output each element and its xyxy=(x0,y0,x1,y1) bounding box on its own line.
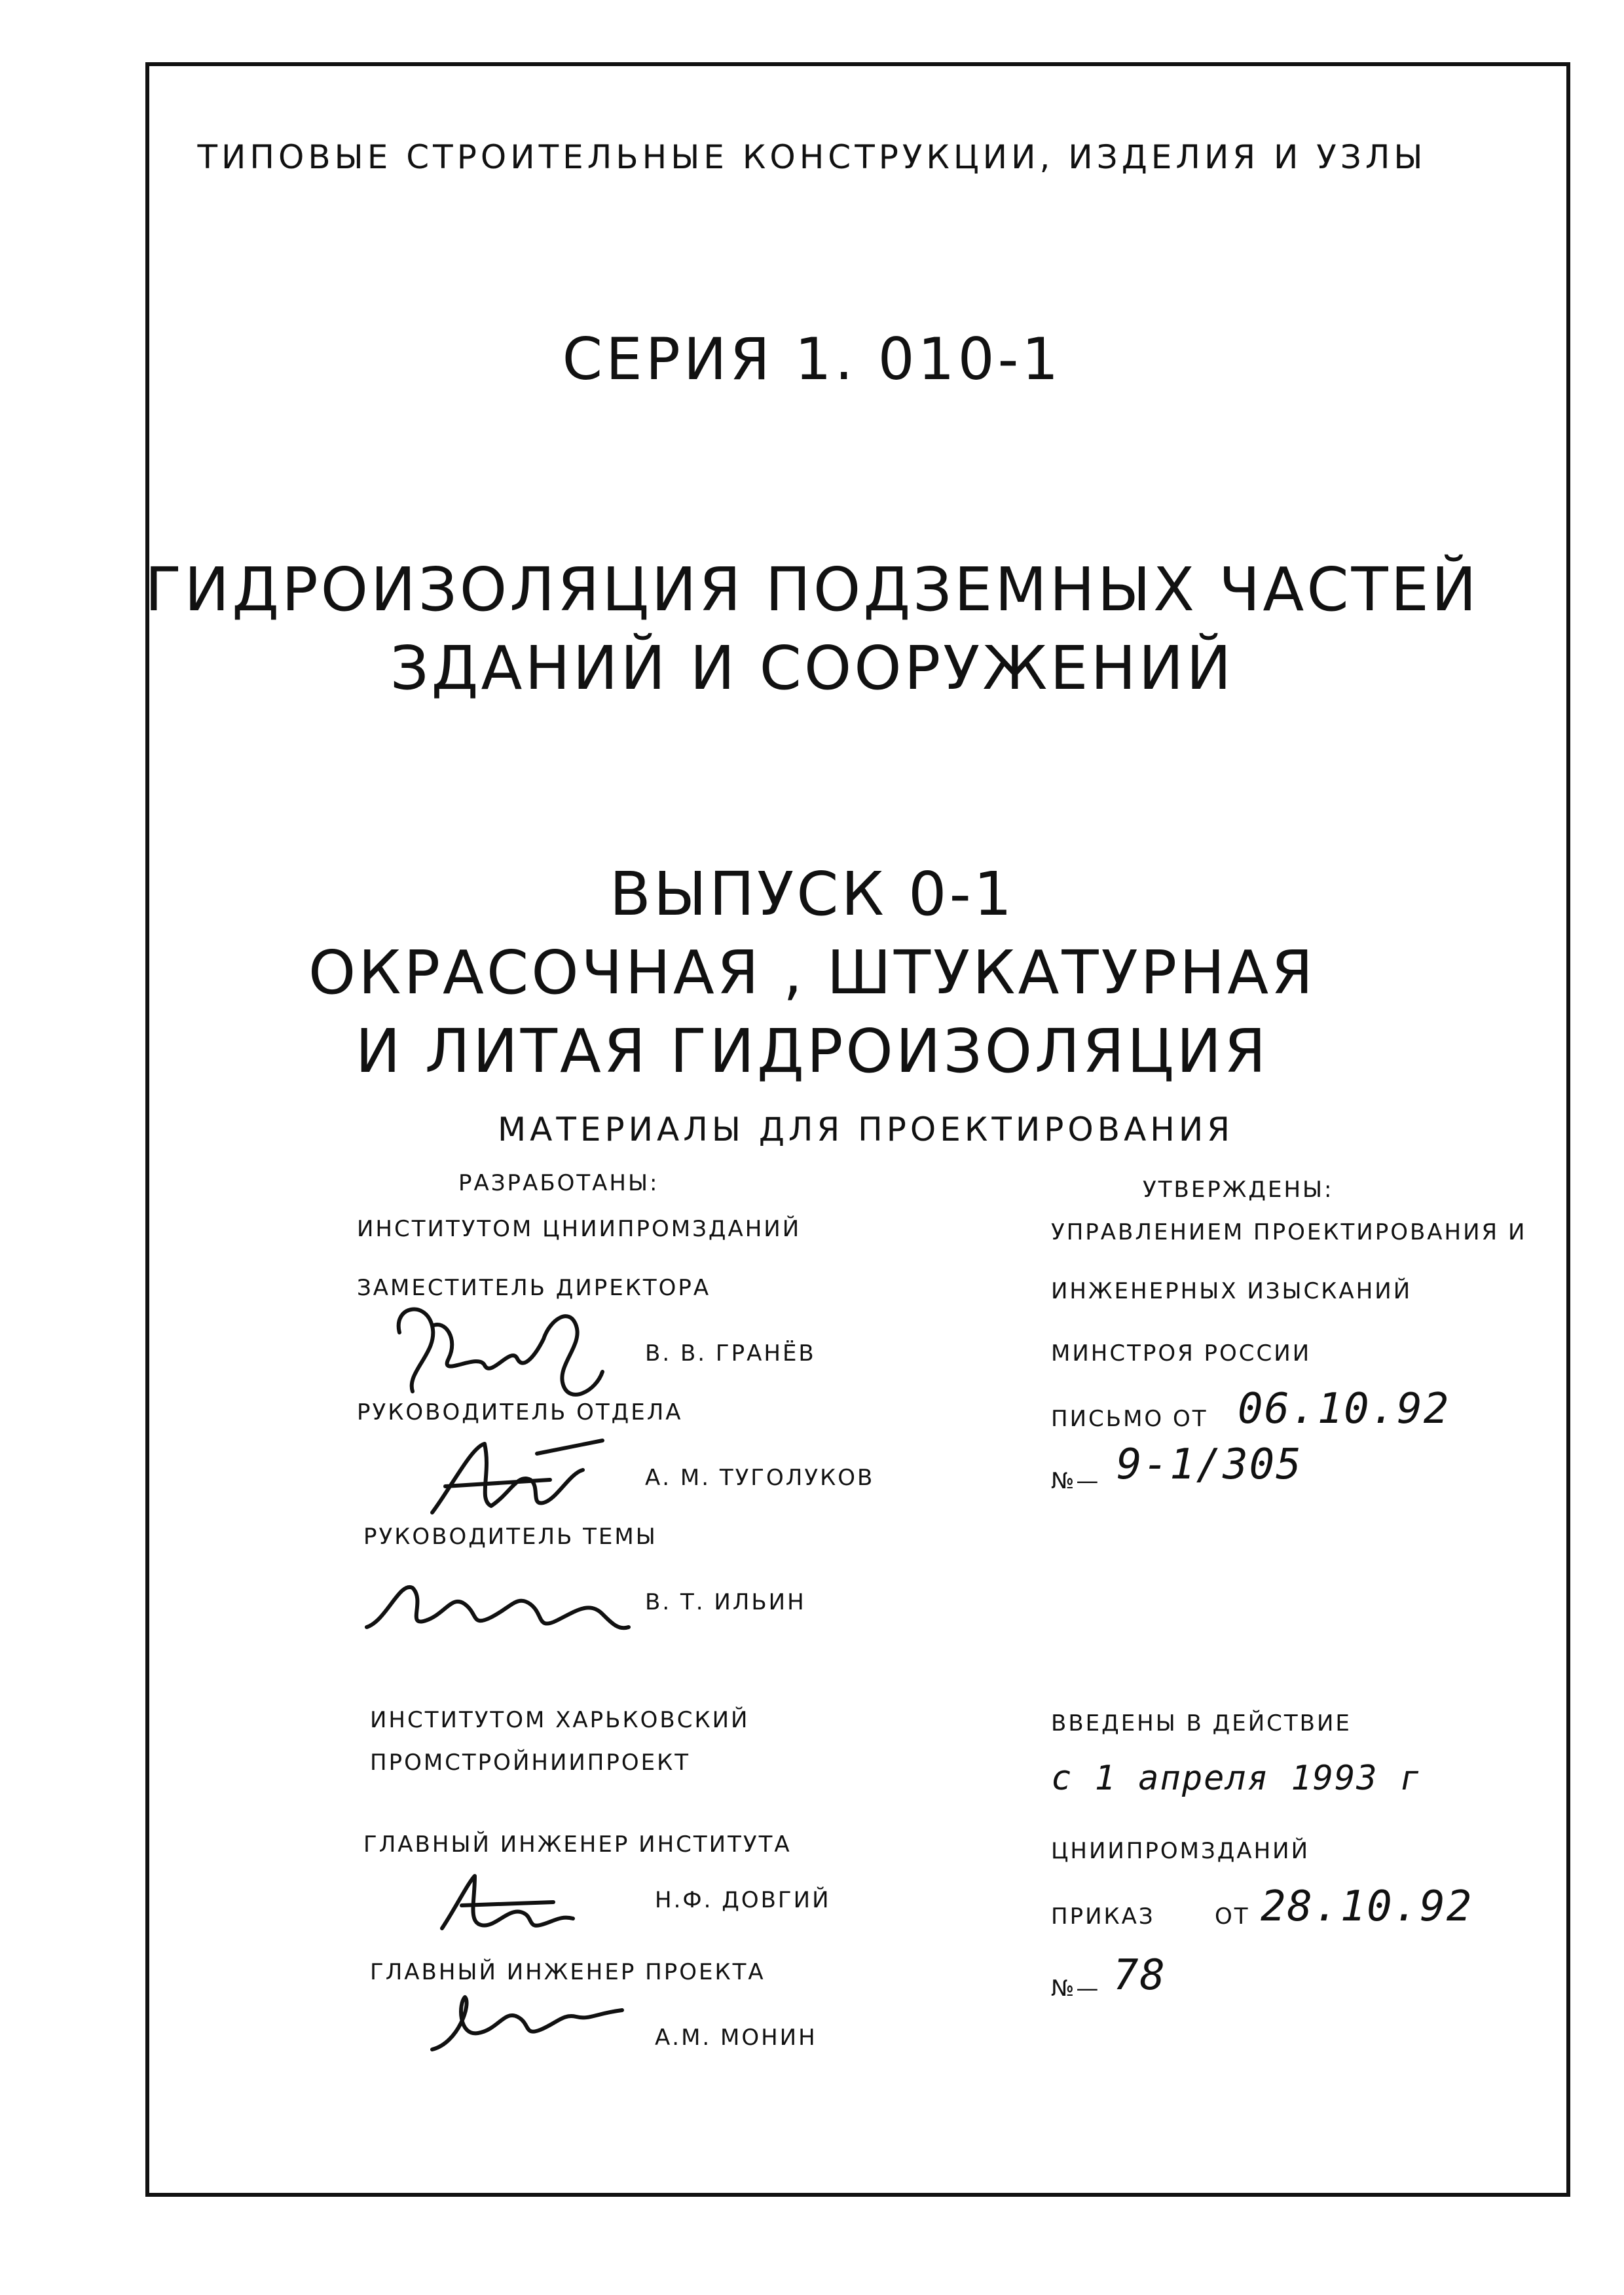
developer-institute-2-line-2: ПРОМСТРОЙНИИПРОЕКТ xyxy=(370,1750,691,1776)
enacted-org: ЦНИИПРОМЗДАНИЙ xyxy=(1051,1838,1310,1864)
letter-number-label: №— xyxy=(1051,1468,1101,1494)
chief-engineer-project-name: А.М. МОНИН xyxy=(655,2025,817,2051)
deputy-director-name: В. В. ГРАНЁВ xyxy=(645,1340,816,1367)
signature-dovgiy xyxy=(435,1869,586,1941)
topic-head-name: В. Т. ИЛЬИН xyxy=(645,1589,806,1615)
issue-title-line-1: ОКРАСОЧНАЯ , ШТУКАТУРНАЯ xyxy=(308,938,1316,1008)
letter-number: 9-1/305 xyxy=(1116,1441,1302,1489)
title-line-1: ГИДРОИЗОЛЯЦИЯ ПОДЗЕМНЫХ ЧАСТЕЙ xyxy=(145,555,1479,625)
chief-engineer-institute-role: ГЛАВНЫЙ ИНЖЕНЕР ИНСТИТУТА xyxy=(363,1831,792,1858)
enacted-date: с 1 апреля 1993 г xyxy=(1051,1759,1422,1798)
series-number: СЕРИЯ 1. 010-1 xyxy=(562,325,1062,393)
approved-org-line-1: УПРАВЛЕНИЕМ ПРОЕКТИРОВАНИЯ И xyxy=(1051,1219,1527,1245)
issue-title-line-2: И ЛИТАЯ ГИДРОИЗОЛЯЦИЯ xyxy=(355,1016,1269,1086)
chief-engineer-project-role: ГЛАВНЫЙ ИНЖЕНЕР ПРОЕКТА xyxy=(370,1959,766,1985)
title-line-2: ЗДАНИЙ И СООРУЖЕНИЙ xyxy=(390,633,1234,703)
letter-date: 06.10.92 xyxy=(1238,1385,1450,1433)
dept-head-role: РУКОВОДИТЕЛЬ ОТДЕЛА xyxy=(357,1399,683,1425)
developer-institute-2-line-1: ИНСТИТУТОМ ХАРЬКОВСКИЙ xyxy=(370,1707,750,1733)
approved-label: УТВЕРЖДЕНЫ: xyxy=(1143,1177,1334,1203)
dept-head-name: А. М. ТУГОЛУКОВ xyxy=(645,1465,875,1491)
signature-tugolukov xyxy=(419,1434,622,1526)
order-number-label: №— xyxy=(1051,1975,1101,2002)
order-from-label: ОТ xyxy=(1215,1903,1250,1930)
deputy-director-role: ЗАМЕСТИТЕЛЬ ДИРЕКТОРА xyxy=(357,1275,711,1301)
materials-subtitle: МАТЕРИАЛЫ ДЛЯ ПРОЕКТИРОВАНИЯ xyxy=(498,1111,1234,1148)
signature-granev xyxy=(386,1293,609,1418)
issue-number: ВЫПУСК 0-1 xyxy=(609,859,1015,929)
enacted-label: ВВЕДЕНЫ В ДЕЙСТВИЕ xyxy=(1051,1710,1352,1736)
developer-institute-1: ИНСТИТУТОМ ЦНИИПРОМЗДАНИЙ xyxy=(357,1216,802,1242)
chief-engineer-institute-name: Н.Ф. ДОВГИЙ xyxy=(655,1887,831,1913)
order-label: ПРИКАЗ xyxy=(1051,1903,1155,1930)
signature-ilyin xyxy=(360,1568,635,1647)
header-text: ТИПОВЫЕ СТРОИТЕЛЬНЫЕ КОНСТРУКЦИИ, ИЗДЕЛИЯ И УЗЛЫ xyxy=(197,138,1427,176)
approved-org-line-3: МИНСТРОЯ РОССИИ xyxy=(1051,1340,1312,1367)
developed-label: РАЗРАБОТАНЫ: xyxy=(458,1170,659,1196)
approved-org-line-2: ИНЖЕНЕРНЫХ ИЗЫСКАНИЙ xyxy=(1051,1278,1412,1304)
signature-monin xyxy=(419,1977,635,2063)
letter-label: ПИСЬМО ОТ xyxy=(1051,1406,1208,1432)
order-number: 78 xyxy=(1113,1951,1167,2000)
topic-head-role: РУКОВОДИТЕЛЬ ТЕМЫ xyxy=(363,1524,657,1550)
order-date: 28.10.92 xyxy=(1261,1882,1473,1931)
